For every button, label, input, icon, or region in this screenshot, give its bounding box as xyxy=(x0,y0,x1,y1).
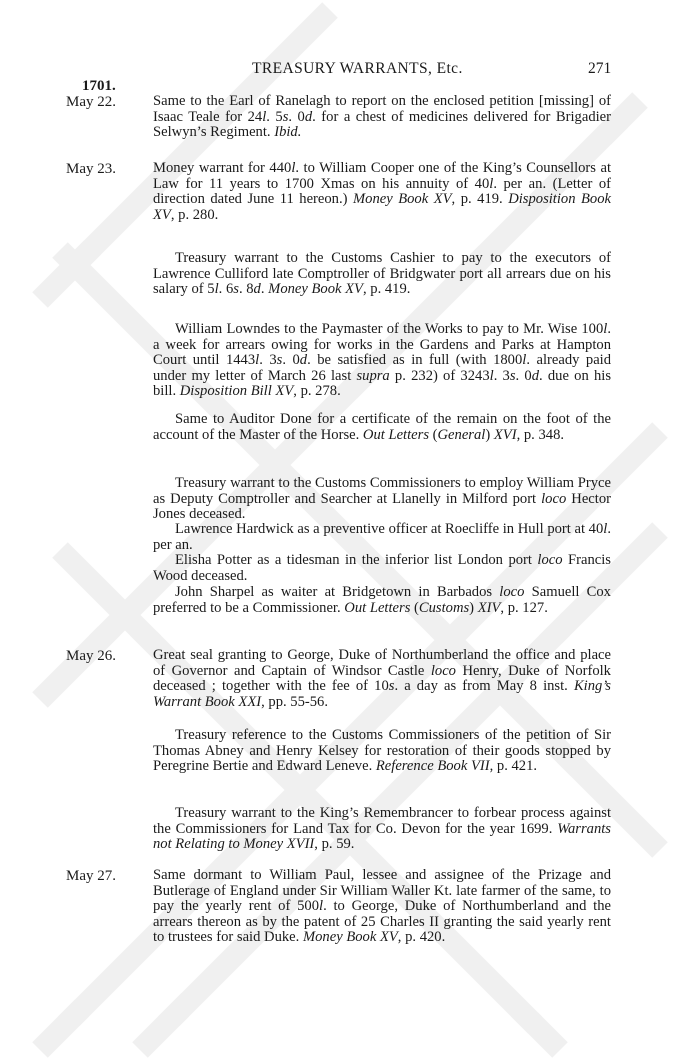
date-may-27: May 27. xyxy=(66,868,116,884)
entry-wise: William Lowndes to the Paymaster of the Works to pay to Mr. Wise 100l. a week for arrears owing for works in the Gardens and Parks at Hampton Court until 1443l. 3s. 0d. be satisfied as in full (with 1800l. already paid under my letter of March 26 last supra p. 232) of 3243l. 3s. 0d. due on his bill. Disposition Bill XV, p. 278. xyxy=(153,321,612,399)
entry-sharpel: John Sharpel as waiter at Bridgetown in Barbados loco Samuell Cox preferred to be a Commissioner. Out Letters (Customs) XIV, p. 127. xyxy=(153,584,611,616)
entry-hardwick: Lawrence Hardwick as a preventive officer at Roecliffe in Hull port at 40l. per an. xyxy=(153,521,611,553)
entry-ranelagh: Same to the Earl of Ranelagh to report on the enclosed petition [missing] of Isaac Teale for 24l. 5s. 0d. for a chest of medicines delivered for Brigadier Selwyn’s Regiment. Ibid. xyxy=(153,93,612,140)
entry-northumberland-governor: Great seal granting to George, Duke of Northumberland the office and place of Governor and Captain of Windsor Castle loco Henry, Duke of Norfolk deceased ; together with the fee of 10s. a day as from May 8 inst. King’s Warrant Book XXI, pp. 55-56. xyxy=(153,647,611,710)
year-label: 1701. xyxy=(82,78,116,94)
entry-pryce: Treasury warrant to the Customs Commissioners to employ William Pryce as Deputy Comptroller and Searcher at Llanelly in Milford port loco Hector Jones deceased. xyxy=(153,475,611,522)
entry-auditor-done: Same to Auditor Done for a certificate of the remain on the foot of the account of the Master of the Horse. Out Letters (General) XVI, p. 348. xyxy=(153,411,611,443)
date-may-26: May 26. xyxy=(66,648,116,664)
page-number: 271 xyxy=(588,60,612,77)
date-may-22: May 22. xyxy=(66,94,116,110)
entry-reference: Ibid. xyxy=(274,124,302,140)
entry-abney-kelsey: Treasury reference to the Customs Commissioners of the petition of Sir Thomas Abney and Henry Kelsey for restoration of their goods stopped by Peregrine Bertie and Edward Leneve. Reference Book VII, p. 421. xyxy=(153,727,611,774)
entry-cooper: Money warrant for 440l. to William Cooper one of the King’s Counsellors at Law for 11 years to 1700 Xmas on his annuity of 40l. per an. (Letter of direction dated June 11 hereon.) Money Book XV, p. 419. Disposition Book XV, p. 280. xyxy=(153,160,611,223)
entry-william-paul: Same dormant to William Paul, lessee and assignee of the Prizage and Butlerage of England under Sir William Waller Kt. late farmer of the same, to pay the yearly rent of 500l. to George, Duke of Northumberland and the arrears thereon as by the patent of 25 Charles II granting the said yearly rent to trustees for said Duke. Money Book XV, p. 420. xyxy=(153,867,612,945)
entry-kings-remembrancer: Treasury warrant to the King’s Remembrancer to forbear process against the Commissioners for Land Tax for Co. Devon for the year 1699. Warrants not Relating to Money XVII, p. 59. xyxy=(153,805,611,852)
date-may-23: May 23. xyxy=(66,161,116,177)
running-header-title: TREASURY WARRANTS, Etc. xyxy=(252,60,463,77)
entry-potter: Elisha Potter as a tidesman in the inferior list London port loco Francis Wood deceased. xyxy=(153,552,611,584)
entry-culliford: Treasury warrant to the Customs Cashier to pay to the executors of Lawrence Culliford late Comptroller of Bridgwater port all arrears due on his salary of 5l. 6s. 8d. Money Book XV, p. 419. xyxy=(153,250,611,297)
